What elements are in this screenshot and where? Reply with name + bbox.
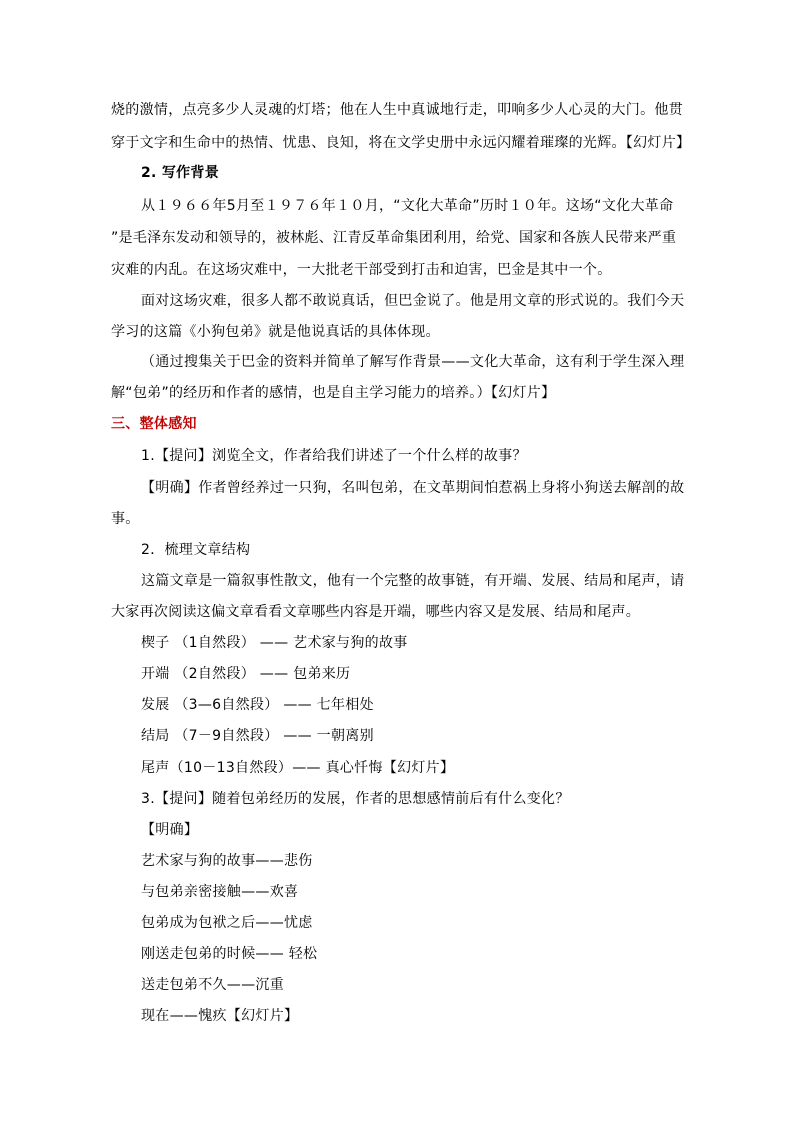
paragraph-line: 大家再次阅读这偏文章看看文章哪些内容是开端，哪些内容又是发展、结局和尾声。 [111, 604, 641, 620]
paragraph-line: 面对这场灾难，很多人都不敢说真话，但巴金说了。他是用文章的形式说的。我们今天 [141, 293, 685, 309]
paragraph-line: 灾难的内乱。在这场灾难中，一大批老干部受到打击和迫害，巴金是其中一个。 [111, 262, 612, 278]
structure-item: 结局 （7－9自然段） —— 一朝离别 [141, 728, 374, 744]
emotion-item: 送走包弟不久——沉重 [141, 977, 284, 993]
emotion-item: 艺术家与狗的故事——悲伤 [141, 853, 313, 869]
emotion-item: 刚送走包弟的时候—— 轻松 [141, 946, 318, 962]
paragraph-line: （通过搜集关于巴金的资料并简单了解写作背景——文化大革命，这有利于学生深入理 [141, 354, 685, 370]
paragraph-line: 从１９６６年5月至１９７６年１０月，“文化大革命”历时１０年。这场“文化大革命 [141, 198, 674, 214]
question-1: 1.【提问】浏览全文，作者给我们讲述了一个什么样的故事？ [141, 448, 527, 464]
answer-3-label: 【明确】 [141, 822, 199, 838]
emotion-item: 与包弟亲密接触——欢喜 [141, 884, 299, 900]
structure-item: 发展 （3—6自然段） —— 七年相处 [141, 697, 374, 713]
answer-1-line-1: 【明确】作者曾经养过一只狗，名叫包弟，在文革期间怕惹祸上身将小狗送去解剖的故 [141, 480, 685, 496]
paragraph-line: 解“包弟”的经历和作者的感情，也是自主学习能力的培养。）【幻灯片】 [111, 385, 556, 401]
question-3: 3.【提问】随着包弟经历的发展，作者的思想感情前后有什么变化？ [141, 791, 570, 807]
emotion-item: 包弟成为包袱之后——忧虑 [141, 915, 313, 931]
structure-item: 楔子 （1自然段） —— 艺术家与狗的故事 [141, 635, 408, 651]
paragraph-line: ”是毛泽东发动和领导的，被林彪、江青反革命集团利用，给党、国家和各族人民带来严重 [111, 230, 677, 246]
intro-line-1: 烧的激情，点亮多少人灵魂的灯塔；他在人生中真诚地行走，叩响多少人心灵的大门。他贯 [111, 102, 683, 118]
paragraph-line: 这篇文章是一篇叙事性散文，他有一个完整的故事链，有开端、发展、结局和尾声，请 [141, 573, 685, 589]
emotion-item: 现在——愧疚【幻灯片】 [141, 1008, 299, 1024]
section-heading-background: 2. 写作背景 [141, 165, 220, 181]
intro-line-2: 穿于文字和生命中的热情、忧患、良知，将在文学史册中永远闪耀着璀璨的光辉。【幻灯片】 [111, 135, 691, 151]
section-heading-overview: 三、整体感知 [111, 416, 197, 432]
answer-1-line-2: 事。 [111, 511, 140, 527]
paragraph-line: 学习的这篇《小狗包弟》就是他说真话的具体体现。 [111, 324, 440, 340]
structure-item: 尾声（10－13自然段）—— 真心忏悔【幻灯片】 [141, 760, 455, 776]
structure-item: 开端 （2自然段） —— 包弟来历 [141, 666, 351, 682]
question-2: 2．梳理文章结构 [141, 542, 251, 558]
